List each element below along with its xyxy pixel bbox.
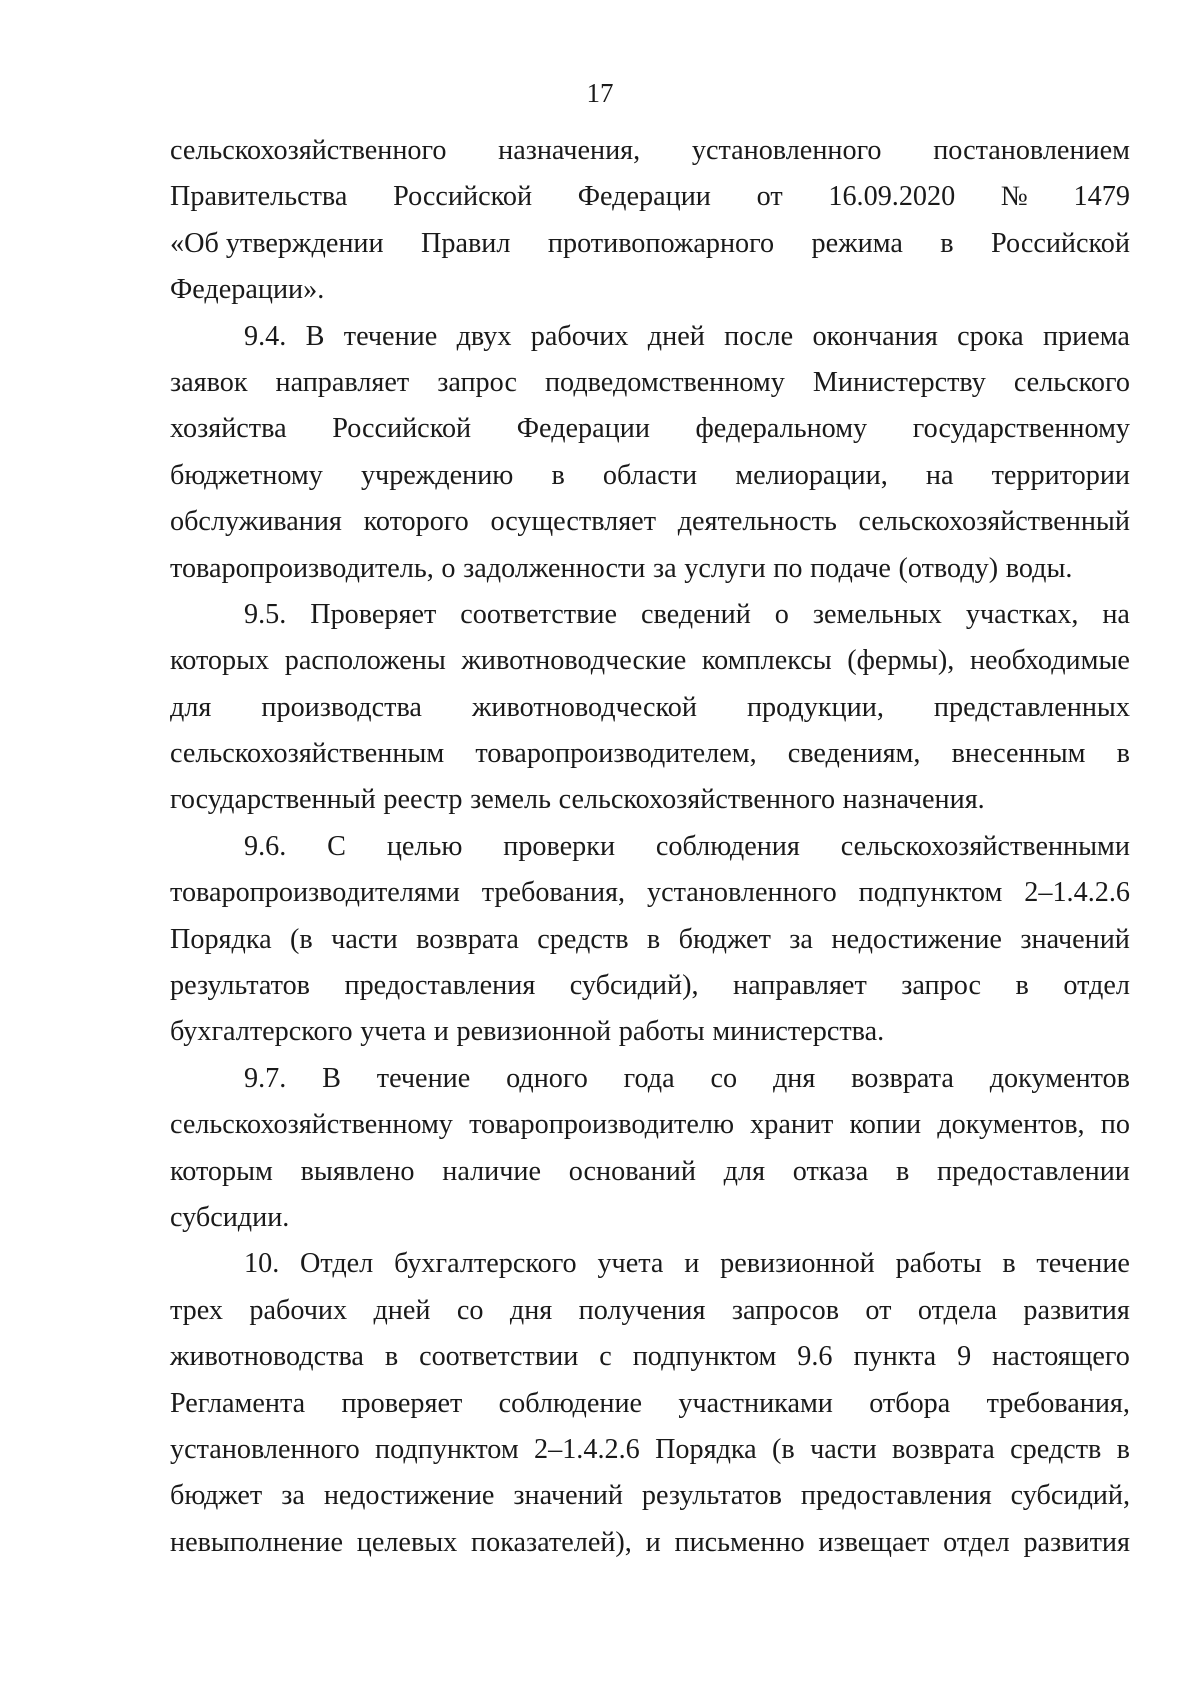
word: Проверяет [310,598,437,630]
text-line [170,870,1130,916]
text-line [170,685,1130,731]
text-line [170,546,1130,592]
word: товаропроизводителю [469,1109,735,1141]
word: деятельность [677,506,837,538]
word: сельскохозяйственным [170,738,445,770]
word: о [774,598,789,630]
word: Российской [332,413,472,445]
word: подаче [810,552,891,584]
word: проверки [503,830,616,862]
word: Федерации [577,181,711,213]
word: получения [578,1294,706,1326]
word: развития [1023,1526,1130,1558]
word: 2–1.4.2.6 [1024,877,1130,909]
word: возврата [851,1062,954,1094]
word: со [456,1294,484,1326]
word: соблюдения [655,830,800,862]
word: значений [513,1480,623,1512]
word: развития [1023,1294,1130,1326]
word: 9.6. [244,830,287,862]
text-line [170,824,1130,870]
word: бухгалтерского [170,1016,353,1048]
text-line [170,360,1130,406]
text-line [170,174,1130,220]
word: результатов [641,1480,782,1512]
word: 2–1.4.2.6 [534,1433,640,1465]
word: запросов [731,1294,840,1326]
word: требования, [481,877,626,909]
word: на [925,459,954,491]
word: земель [470,784,551,816]
word: сельскохозяйственными [840,830,1130,862]
word: сельского [1013,366,1130,398]
word: продукции, [746,691,884,723]
word: за [653,552,677,584]
word: средств [537,923,629,955]
word: извещает [818,1526,930,1558]
text-line [170,1334,1130,1380]
word: животноводства [170,1341,364,1373]
word: бюджетному [170,459,323,491]
word: Правил [421,227,511,259]
word: товаропроизводителями [170,877,460,909]
word: учета [597,1248,664,1280]
word: (в [290,923,313,955]
word: животноводческой [471,691,697,723]
text-line [170,1195,1130,1241]
word: дня [509,1294,553,1326]
text-line [170,917,1130,963]
word: в [1116,1433,1130,1465]
word: направляет [275,366,410,398]
page-number: 17 [586,78,614,108]
word: подпунктом [632,1341,777,1373]
word: отбора [869,1387,951,1419]
word: С [327,830,346,862]
word: письменно [674,1526,805,1558]
word: сельскохозяйственному [170,1109,453,1141]
word: течение [376,1062,471,1094]
text-line [170,1381,1130,1427]
text-line [170,221,1130,267]
word: животноводческие [461,645,687,677]
word: 1479 [1073,181,1130,213]
word: сведениям, [787,738,921,770]
word: отдел [1063,970,1130,1002]
word: о [441,552,456,584]
text-line [170,1241,1130,1287]
word: (отводу) [898,552,999,584]
word: части [810,1433,877,1465]
word: с [599,1341,612,1373]
word: работы [895,1248,982,1280]
word: и [433,1016,449,1048]
word: средств [1010,1433,1102,1465]
word: предоставления [344,970,536,1002]
text-line [170,1288,1130,1334]
word: года [623,1062,675,1094]
text-line [170,453,1130,499]
word: В [322,1062,341,1094]
word: сельскохозяйственного [170,135,447,166]
word: 16.09.2020 [828,181,956,213]
word: недостижение [831,923,1002,955]
word: показателей), [471,1526,632,1558]
word: бюджет [678,923,771,955]
word: подпунктом [375,1433,519,1465]
word: сельскохозяйственного [558,784,836,816]
word: мелиорации, [735,459,888,491]
word: в [1015,970,1029,1002]
word: заявок [170,366,248,398]
word: внесенным [951,738,1086,770]
word: которых [170,645,270,677]
word: документов, [937,1109,1085,1141]
word: в [940,227,954,259]
word: обслуживания [170,506,342,538]
word: которым [170,1155,273,1187]
word: расположены [284,645,446,677]
word: участниками [678,1387,833,1419]
text-line [170,638,1130,684]
word: 9.7. [244,1062,287,1094]
word: значений [1020,923,1130,955]
text-line [170,406,1130,452]
word: запрос [437,366,517,398]
word: необходимые [969,645,1130,677]
word: товаропроизводитель, [170,552,434,584]
word: оснований [568,1155,696,1187]
word: одного [506,1062,588,1094]
word: в [384,1341,399,1373]
word: работы [618,1016,705,1048]
word: отказа [792,1155,869,1187]
word: 9.5. [244,598,287,630]
word: ревизионной [456,1016,612,1048]
word: рабочих [249,1294,348,1326]
document-body [170,128,1130,1566]
word: земельных [812,598,942,630]
word: направляет [733,970,867,1002]
word: дней [373,1294,431,1326]
word: субсидий), [569,970,699,1002]
word: бухгалтерского [394,1248,577,1280]
word: государственный [170,784,376,816]
word: постановлением [933,135,1130,166]
word: Отдел [300,1248,374,1280]
word: соответствие [460,598,617,630]
word: реестр [383,784,463,816]
word: Федерации». [170,274,325,306]
word: федеральному [695,413,868,445]
word: подпунктом [858,877,1003,909]
word: дней [647,320,705,352]
word: (в [772,1433,795,1465]
word: комплексы [701,645,832,677]
word: которого [363,506,469,538]
word: запрос [901,970,982,1002]
word: от [756,181,783,213]
word: приема [1042,320,1130,352]
text-line [170,499,1130,545]
word: в [1002,1248,1016,1280]
word: области [602,459,698,491]
word: производства [261,691,422,723]
word: для [170,691,212,723]
word: после [724,320,794,352]
word: хранит [750,1109,834,1141]
text-line [170,1427,1130,1473]
word: выявлено [300,1155,415,1187]
word: государственному [912,413,1130,445]
word: Правительства [170,181,348,213]
word: в [895,1155,910,1187]
word: Регламента [170,1387,306,1419]
word: требования, [986,1387,1130,1419]
word: предоставлении [936,1155,1130,1187]
word: товаропроизводителем, [475,738,757,770]
word: возврата [892,1433,995,1465]
word: представленных [933,691,1130,723]
word: субсидии. [170,1201,290,1233]
word: отдел [943,1526,1010,1558]
word: соблюдение [498,1387,643,1419]
word: учета [360,1016,427,1048]
word: документов [989,1062,1130,1094]
text-line [170,1009,1130,1055]
text-line [170,1056,1130,1102]
text-line [170,777,1130,823]
word: № [1000,181,1028,213]
word: и [684,1248,700,1280]
word: назначения. [842,784,985,816]
text-line [170,267,1130,313]
word: сельскохозяйственный [858,506,1130,538]
word: отдела [917,1294,997,1326]
word: 10. [244,1248,280,1280]
word: учреждению [360,459,514,491]
word: 9.6 [797,1341,833,1373]
word: проверяет [341,1387,463,1419]
word: В [305,320,325,352]
word: назначения, [498,135,641,166]
word: воды. [1005,552,1073,584]
word: Российской [393,181,533,213]
word: от [865,1294,892,1326]
word: копии [849,1109,922,1141]
word: невыполнение [170,1526,343,1558]
text-line [170,963,1130,1009]
word: противопожарного [547,227,775,259]
text-line [170,1149,1130,1195]
word: пункта [853,1341,937,1373]
word: установленного [647,877,837,909]
word: со [710,1062,738,1094]
word: трех [170,1294,223,1326]
word: Министерству [812,366,986,398]
word: рабочих [530,320,629,352]
word: окончания [812,320,938,352]
word: Федерации [516,413,650,445]
word: участках, [965,598,1079,630]
text-line [170,1520,1130,1566]
word: для [723,1155,766,1187]
word: предоставления [800,1480,992,1512]
word: 9 [957,1341,972,1373]
word: настоящего [992,1341,1130,1373]
word: в [646,923,661,955]
word: хозяйства [170,413,287,445]
word: части [331,923,398,955]
word: целевых [356,1526,458,1558]
word: «Об утверждении [170,227,384,259]
word: 9.4. [244,320,287,352]
word: по [773,552,803,584]
text-line [170,314,1130,360]
word: течение [343,320,438,352]
word: субсидий, [1010,1480,1130,1512]
word: осуществляет [490,506,657,538]
word: двух [456,320,512,352]
word: дня [772,1062,816,1094]
word: сведений [640,598,751,630]
word: течение [1036,1248,1130,1280]
word: соответствии [419,1341,579,1373]
text-line [170,1102,1130,1148]
word: Российской [991,227,1130,259]
text-line [170,592,1130,638]
word: возврата [416,923,519,955]
word: в [551,459,565,491]
word: режима [811,227,903,259]
word: за [789,923,813,955]
word: (фермы), [847,645,955,677]
word: срока [957,320,1024,352]
word: недостижение [323,1480,495,1512]
word: за [281,1480,305,1512]
word: в [1116,738,1130,770]
word: наличие [442,1155,542,1187]
word: Порядка [170,923,272,955]
word: установленного [691,135,882,166]
word: целью [386,830,463,862]
word: министерства. [712,1016,885,1048]
word: по [1100,1109,1130,1141]
text-line [170,128,1130,174]
text-line [170,1473,1130,1519]
word: услуги [684,552,766,584]
word: ревизионной [720,1248,875,1280]
word: результатов [170,970,310,1002]
word: подведомственному [544,366,785,398]
word: территории [991,459,1130,491]
text-line [170,731,1130,777]
word: установленного [170,1433,360,1465]
word: и [645,1526,661,1558]
word: задолженности [463,552,646,584]
word: Порядка [655,1433,757,1465]
word: на [1102,598,1130,630]
word: бюджет [170,1480,263,1512]
